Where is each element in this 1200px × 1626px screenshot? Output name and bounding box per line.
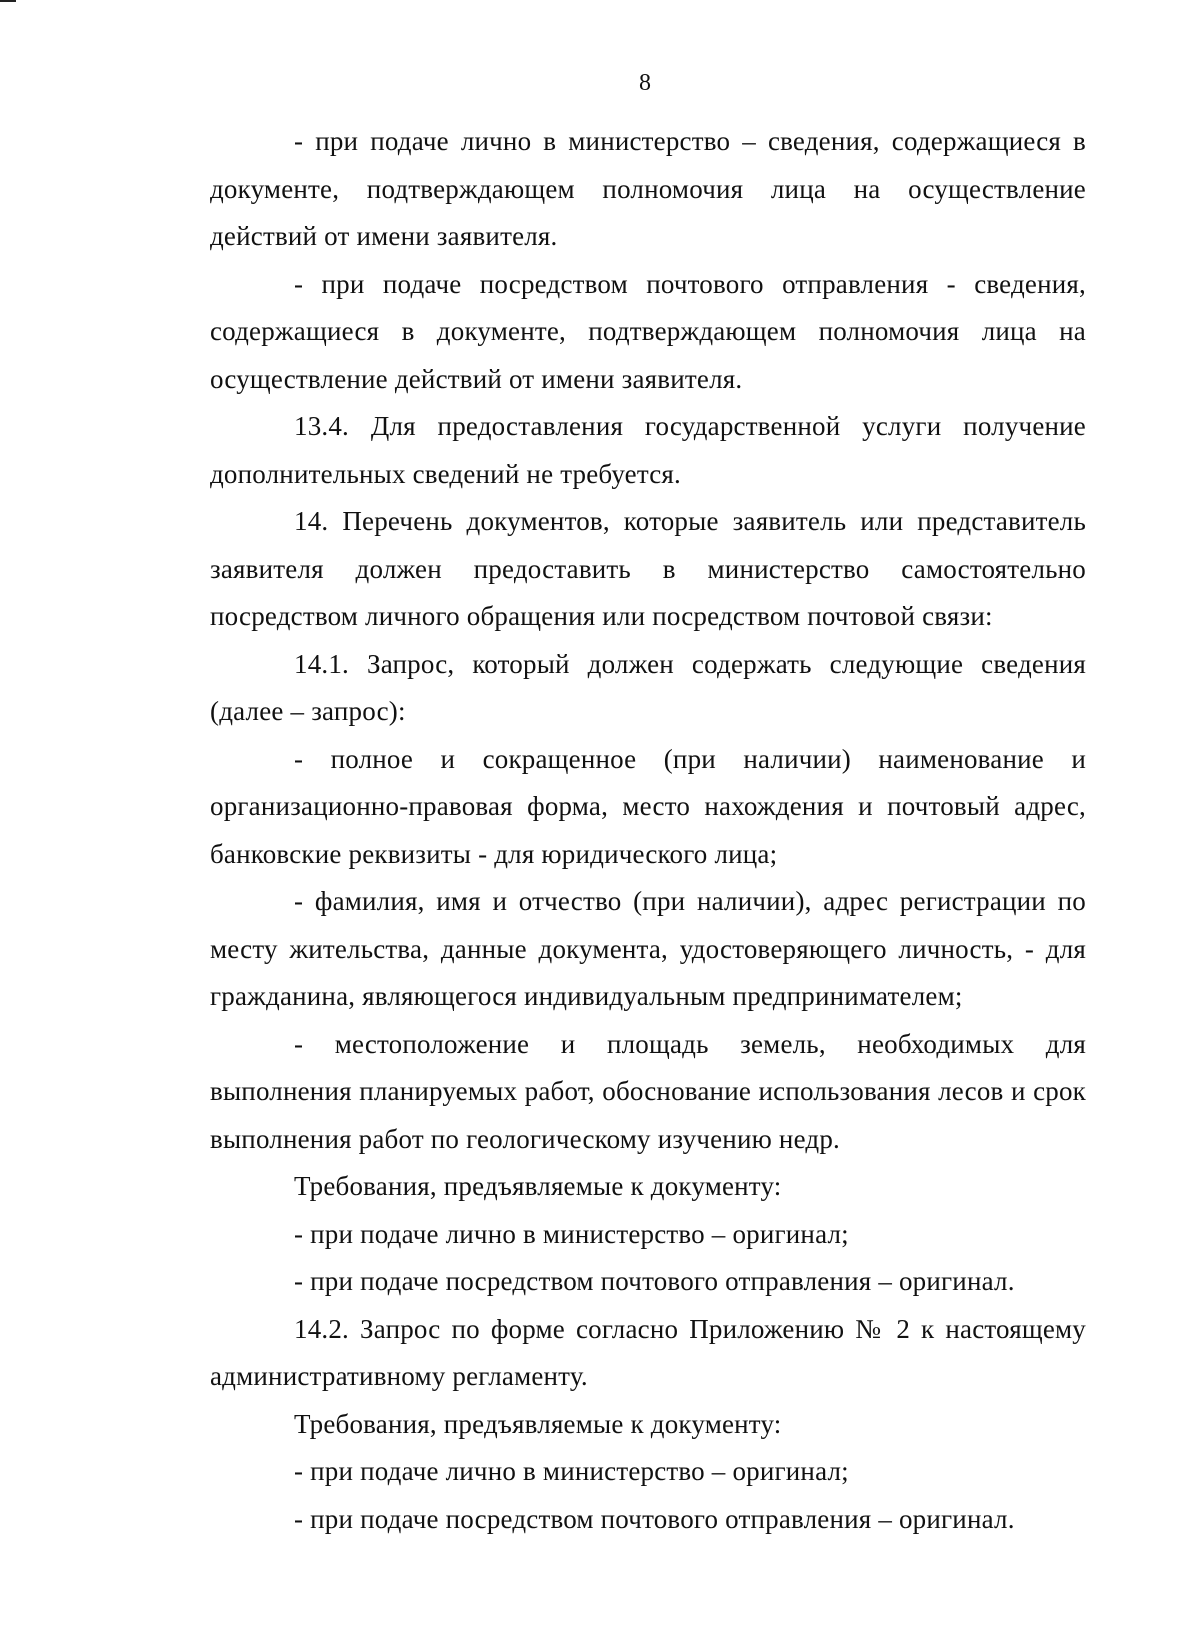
paragraph-personal-submission: - при подаче лично в министерство – сведения, содержащиеся в документе, подтверждающем полномочия лица на осуществление действий от имени заявителя.	[210, 126, 1086, 251]
requirement-personal-original-2: - при подаче лично в министерство – оригинал;	[294, 1456, 849, 1486]
list-item-legal-entity: - полное и сокращенное (при наличии) наименование и организационно-правовая форма, место нахождения и почтовый адрес, банковские реквизиты - для юридического лица;	[210, 743, 1086, 869]
paragraph-14-2: 14.2. Запрос по форме согласно Приложению № 2 к настоящему административному регламенту.	[210, 1313, 1086, 1391]
list-item-individual: - фамилия, имя и отчество (при наличии), адрес регистрации по месту жительства, данные документа, удостоверяющего личность, - для гражданина, являющегося индивидуальным предпринимателем;	[210, 886, 1086, 1011]
list-item-land-location: - местоположение и площадь земель, необходимых для выполнения планируемых работ, обоснование использования лесов и срок выполнения работ по геологическому изучению недр.	[210, 1028, 1086, 1154]
page-number: 8	[639, 70, 651, 96]
paragraph-postal-submission: - при подаче посредством почтового отправления - сведения, содержащиеся в документе, подтверждающем полномочия лица на осуществление действий от имени заявителя.	[210, 268, 1086, 394]
requirement-personal-original-1: - при подаче лично в министерство – оригинал;	[294, 1218, 849, 1249]
scan-corner-mark	[0, 0, 16, 2]
paragraph-14: 14. Перечень документов, которые заявитель или представитель заявителя должен предоставить в министерство самостоятельно посредством личного обращения или посредством почтовой связи:	[210, 506, 1086, 631]
paragraph-13-4: 13.4. Для предоставления государственной услуги получение дополнительных сведений не требуется.	[210, 411, 1086, 489]
requirements-heading-2: Требования, предъявляемые к документу:	[294, 1408, 782, 1439]
requirement-postal-original-1: - при подаче посредством почтового отправления – оригинал.	[294, 1266, 1015, 1296]
document-body	[210, 118, 1086, 1543]
requirement-postal-original-2: - при подаче посредством почтового отправления – оригинал.	[294, 1503, 1015, 1534]
paragraph-14-1: 14.1. Запрос, который должен содержать следующие сведения (далее – запрос):	[210, 648, 1086, 726]
requirements-heading-1: Требования, предъявляемые к документу:	[294, 1171, 782, 1201]
